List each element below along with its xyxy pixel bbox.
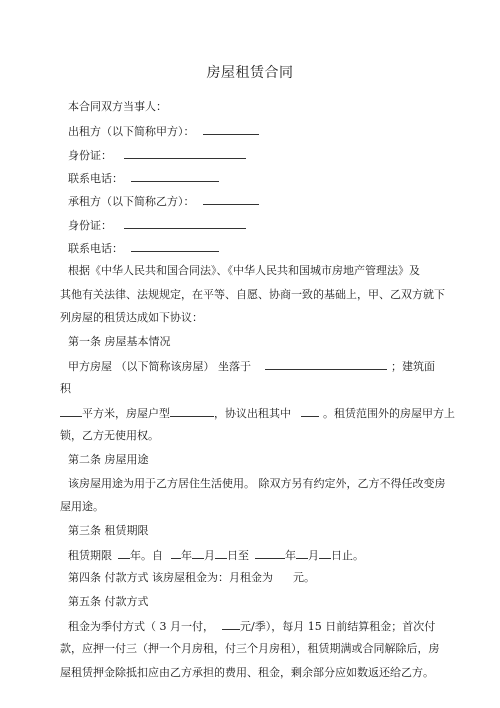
article-5-line-1 [68,619,435,634]
lessor-blank [203,124,259,135]
rent-label: 第四条 付款方式 该房屋租金为：月租金为 [68,571,273,584]
lessor-id-blank [124,148,246,159]
term-label: 租赁期限 [68,549,112,562]
rent-unit-label: 元。 [293,571,315,584]
article-1-line-4: 锁，乙方无使用权。 [60,429,159,442]
payment-terms-label: 元/季），每月 15 日前结算租金；首次付 [240,620,436,633]
location-blank [265,359,387,370]
lessor-line [68,124,259,139]
layout-blank [170,406,214,417]
article-2-line-1: 该房屋用途为用于乙方居住生活使用。 除双方另有约定外，乙方不得任改变房 [68,477,446,490]
end-year-label: 年 [285,549,296,562]
preamble-line-3: 列房屋的租赁达成如下协议： [60,311,203,324]
article-1-line-2: 积 [60,382,71,395]
lessor-phone-blank [131,171,219,182]
end-day-label: 日止。 [331,549,364,562]
article-5-line-2: 款，应押一付三（押一个月房租，付三个月房租），租赁期满或合同解除后，房 [60,642,440,655]
lessee-phone-line [68,241,219,256]
term-years-blank [118,548,130,559]
start-year-label: 年 [181,549,192,562]
lessee-label: 承租方（以下简称乙方）： [68,195,195,208]
payment-mode-label: 租金为季付方式（ 3 月一付， [68,620,214,633]
article-2-heading: 第二条 房屋用途 [68,453,149,466]
article-2-line-2: 屋用途。 [60,500,104,513]
lessee-line [68,194,259,209]
article-3-line-1 [68,548,364,563]
lessee-phone-blank [131,241,219,252]
scope-label: 。租赁范围外的房屋甲方上 [323,407,455,420]
preamble-line-2: 其他有关法律、法规规定，在平等、自愿、协商一致的基础上，甲、乙双方就下 [60,288,445,301]
lessee-blank [203,194,259,205]
lessee-phone-label: 联系电话： [68,242,123,255]
preamble-line-1: 根据《中华人民共和国合同法》、《中华人民共和国城市房地产管理法》及 [68,264,420,277]
lessee-id-label: 身份证： [68,219,112,232]
article-5-line-3: 屋租赁押金除抵扣应由乙方承担的费用、租金，剩余部分应如数返还给乙方。 [60,666,434,679]
area-blank [60,406,82,417]
end-month-blank [296,548,308,559]
article-1-heading: 第一条 房屋基本情况 [68,335,171,348]
location-label: 甲方房屋 （以下简称该房屋） 坐落于 [68,360,251,373]
lessor-phone-line [68,171,219,186]
start-month-blank [192,548,204,559]
lessee-id-line [68,218,246,233]
start-day-blank [215,548,227,559]
lease-part-blank [301,406,319,417]
end-day-blank [319,548,331,559]
area-label: ；建筑面 [391,360,435,373]
unit-label: 平方米，房屋户型 [82,407,170,420]
document-title: 房屋租赁合同 [206,65,294,81]
lessee-id-blank [124,218,246,229]
quarterly-rent-blank [222,619,240,630]
start-year-blank [171,548,181,559]
article-4-line [68,571,315,585]
lessor-id-line [68,148,246,163]
parties-intro: 本合同双方当事人： [68,100,167,113]
article-1-line-1 [68,359,435,374]
lessor-label: 出租方（以下简称甲方）： [68,125,195,138]
lessor-id-label: 身份证： [68,149,112,162]
article-3-heading: 第三条 租赁期限 [68,524,149,537]
article-5-heading: 第五条 付款方式 [68,595,149,608]
term-from-label: 年。自 [130,549,163,562]
lessor-phone-label: 联系电话： [68,172,123,185]
start-day-label: 日至 [227,549,249,562]
article-1-line-3 [60,406,455,421]
start-month-label: 月 [204,549,215,562]
end-month-label: 月 [308,549,319,562]
lease-part-label: ，协议出租其中 [214,407,291,420]
end-year-blank [255,548,285,559]
